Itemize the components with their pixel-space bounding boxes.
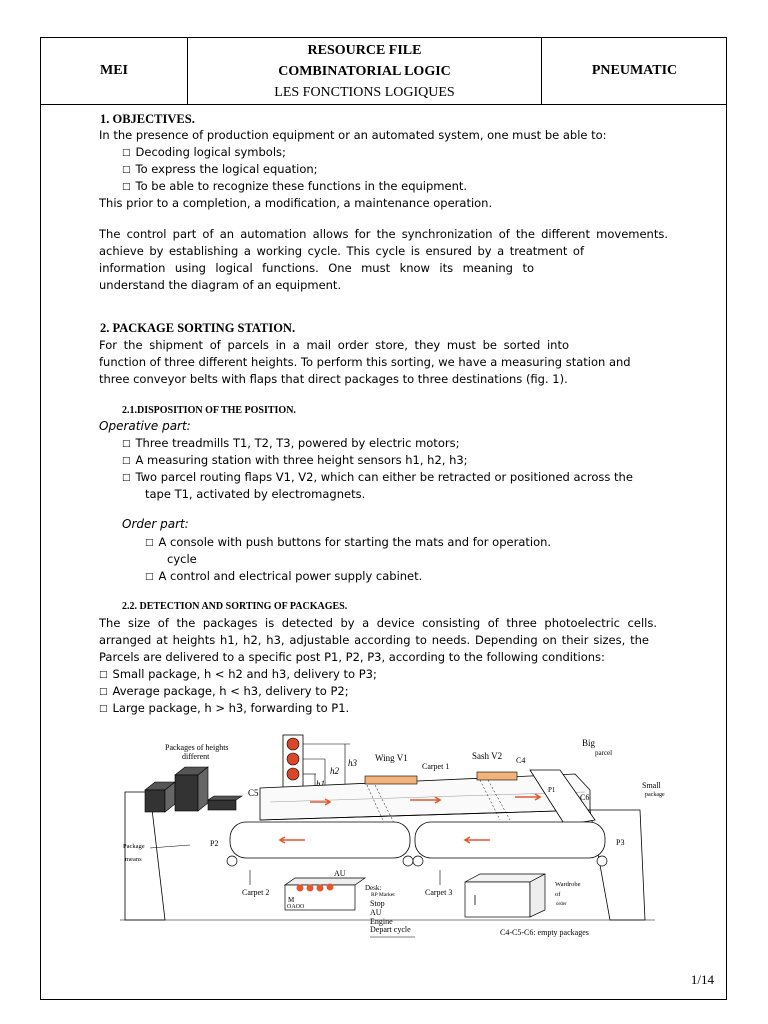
- fig-small: Small: [642, 781, 661, 790]
- objective-bullet-3: □ To be able to recognize these functions in the equipment.: [122, 178, 467, 197]
- section-1-intro: In the presence of production equipment or an automated system, one must be able to:: [99, 128, 607, 142]
- fig-wing-v1: Wing V1: [375, 753, 408, 763]
- fig-wardrobe-2: of: [555, 891, 561, 898]
- fig-carpet1: Carpet 1: [422, 762, 450, 771]
- fig-carpet2: Carpet 2: [242, 888, 270, 897]
- detect-para-line-2: arranged at heights h1, h2, h3, adjustable according to needs. Depending on their sizes, the: [99, 633, 649, 647]
- sorting-station-figure: [120, 730, 665, 950]
- objective-bullet-2: □ To express the logical equation;: [122, 161, 318, 180]
- section-2-heading: 2. PACKAGE SORTING STATION.: [100, 321, 296, 335]
- fig-au: AU: [334, 869, 346, 878]
- fig-p3: P3: [616, 838, 625, 847]
- operative-bullet-1: □ Three treadmills T1, T2, T3, powered by electric motors;: [122, 435, 459, 454]
- lower-conveyors: [227, 822, 607, 866]
- packages-boxes: [145, 767, 242, 812]
- condition-3: □ Large package, h > h3, forwarding to P1.: [99, 700, 349, 719]
- control-para-line-1: The control part of an automation allows for the synchronization of the different movements.: [99, 227, 668, 241]
- fig-big: Big: [582, 738, 596, 748]
- sorting-para-line-3: three conveyor belts with flaps that direct packages to three destinations (fig. 1).: [99, 372, 568, 386]
- order-bullet-2: □ A control and electrical power supply cabinet.: [145, 568, 422, 587]
- fig-h1: h1: [316, 779, 325, 789]
- header-title: [188, 38, 542, 104]
- fig-stop: Stop: [370, 899, 385, 908]
- control-para-line-4: understand the diagram of an equipment.: [99, 278, 342, 292]
- operative-part-label: Operative part:: [99, 419, 191, 433]
- fig-wardrobe-3: order: [556, 902, 567, 907]
- fig-sash-v2: Sash V2: [472, 751, 503, 761]
- condition-1: □ Small package, h < h2 and h3, delivery to P3;: [99, 666, 377, 685]
- control-para-line-2: achieve by establishing a working cycle. This cycle is ensured by a treatment of: [99, 244, 584, 258]
- fig-oaoo: OAOO: [287, 904, 305, 910]
- fig-pkg-means-1: Package: [123, 843, 145, 850]
- fig-rp-market: RP Market: [371, 892, 395, 898]
- fig-p1: P1: [548, 786, 556, 794]
- fig-engine: Engine: [370, 917, 393, 926]
- fig-c5: C5: [248, 788, 259, 798]
- fig-h3: h3: [348, 758, 357, 768]
- fig-package: package: [645, 792, 665, 798]
- fig-pkg-heights: Packages of heights: [165, 743, 229, 752]
- operative-bullet-3: □ Two parcel routing flaps V1, V2, which can either be retracted or positioned across the: [122, 469, 633, 488]
- fig-pkg-means-2: means: [125, 856, 142, 863]
- header-title-3: LES FONCTIONS LOGIQUES: [274, 84, 455, 100]
- fig-au2: AU: [370, 908, 382, 917]
- subsection-2-2-heading: 2.2. DETECTION AND SORTING OF PACKAGES.: [122, 601, 348, 612]
- header-left: MEI: [41, 38, 188, 104]
- fig-h2: h2: [330, 766, 339, 776]
- section-1-heading: 1. OBJECTIVES.: [100, 112, 195, 126]
- fig-wardrobe-1: Wardrobe: [555, 881, 581, 888]
- control-cabinet: [465, 874, 545, 917]
- sorting-para-line-1: For the shipment of parcels in a mail order store, they must be sorted into: [99, 338, 569, 352]
- fig-c4: C4: [516, 756, 526, 765]
- header-title-1: RESOURCE FILE: [307, 42, 422, 58]
- fig-carpet3: Carpet 3: [425, 888, 453, 897]
- fig-parcel: parcel: [595, 749, 613, 757]
- sorting-para-line-2: function of three different heights. To perform this sorting, we have a measuring station and: [99, 355, 631, 369]
- operative-bullet-2: □ A measuring station with three height sensors h1, h2, h3;: [122, 452, 468, 471]
- fig-different: different: [182, 752, 210, 761]
- order-part-label: Order part:: [122, 517, 189, 531]
- section-1-after: This prior to a completion, a modification, a maintenance operation.: [99, 196, 493, 210]
- detect-para-line-3: Parcels are delivered to a specific post P1, P2, P3, according to the following conditions:: [99, 650, 605, 664]
- subsection-2-1-heading: 2.1.DISPOSITION OF THE POSITION.: [122, 405, 296, 416]
- header-title-2: COMBINATORIAL LOGIC: [278, 63, 451, 79]
- order-bullet-1-cont: cycle: [167, 552, 197, 566]
- page-number: 1/14: [690, 972, 714, 987]
- fig-m: M: [288, 896, 295, 904]
- header-table: [41, 38, 726, 105]
- control-para-line-3: information using logical functions. One must know its meaning to: [99, 261, 534, 275]
- fig-empty-packages: C4-C5-C6: empty packages: [500, 928, 589, 937]
- fig-c6: C6: [580, 793, 590, 802]
- objective-bullet-1: □ Decoding logical symbols;: [122, 144, 286, 163]
- operative-bullet-3-cont: tape T1, activated by electromagnets.: [145, 487, 366, 501]
- condition-2: □ Average package, h < h3, delivery to P2;: [99, 683, 349, 702]
- fig-desk: Desk:: [365, 884, 382, 892]
- header-right: PNEUMATIC: [591, 63, 678, 78]
- fig-p2: P2: [210, 839, 219, 848]
- order-bullet-1: □ A console with push buttons for starting the mats and for operation.: [145, 534, 551, 553]
- fig-depart: Depart cycle: [370, 925, 411, 934]
- detect-para-line-1: The size of the packages is detected by a device consisting of three photoelectric cells.: [99, 616, 657, 630]
